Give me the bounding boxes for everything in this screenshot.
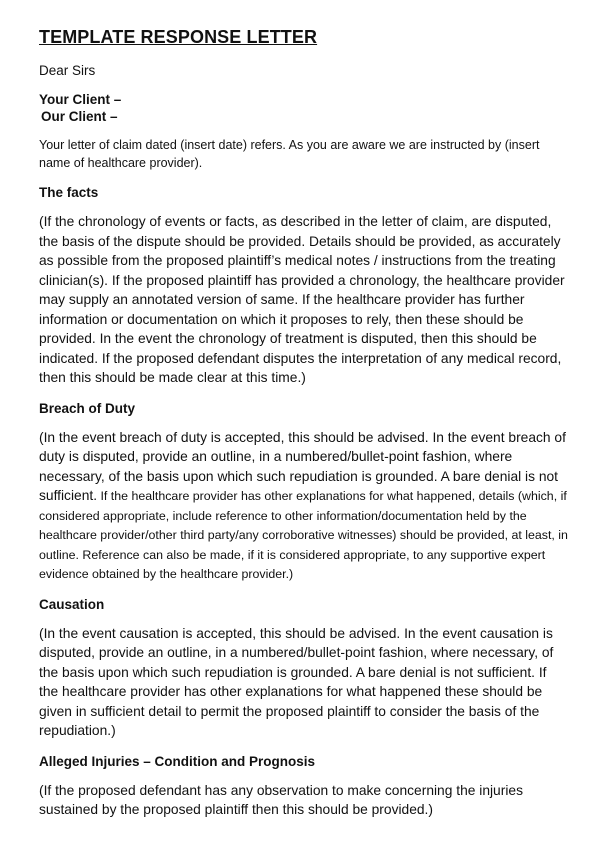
section-heading-causation: Causation <box>39 596 105 612</box>
client-block <box>39 91 569 125</box>
section-body-breach-small: If the healthcare provider has other explanations for what happened, details (which, if considered appropriate, include reference to other information/documentation held by the healthcare provider/other third party/any corroborative witnesses) should be provided, at least, in outline. Reference can also be made, if it is considered appropriate, to any supportive expert evidence obtained by the healthcare provider.) <box>39 489 568 581</box>
section-heading-facts: The facts <box>39 185 99 200</box>
intro-paragraph: Your letter of claim dated (insert date) refers. As you are aware we are instructed by (insert name of healthcare provider). <box>39 138 540 170</box>
our-client-line: Our Client – <box>41 109 118 124</box>
your-client-line: Your Client – <box>39 92 122 107</box>
section-heading-breach: Breach of Duty <box>39 400 136 416</box>
section-body-facts: (If the chronology of events or facts, as described in the letter of claim, are disputed, the basis of the dispute should be provided. Details should be provided, as accurately as possible from the proposed plaintiff’s medical notes / instructions from the treating clinician(s). If the proposed plaintiff has provided a chronology, the healthcare provider may supply an annotated version of same. If the healthcare provider has further information or documentation on which it proposes to rely, then these should be provided. In the event the chronology of treatment is disputed, then this should be indicated. If the proposed defendant disputes the interpretation of any medical record, then this should be made clear at this time.) <box>39 214 565 385</box>
section-body-breach <box>39 428 569 584</box>
section-body-breach-main: (In the event breach of duty is accepted, this should be advised. In the event breach of duty is disputed, provide an outline, in a numbered/bullet-point fashion, where necessary, of the basis upon which such repudiation is grounded. A bare denial is not sufficient. <box>39 429 566 503</box>
salutation: Dear Sirs <box>39 63 96 78</box>
section-heading-injuries: Alleged Injuries – Condition and Prognosis <box>39 753 316 769</box>
page-title: TEMPLATE RESPONSE LETTER <box>39 27 318 47</box>
letter-page <box>39 26 569 820</box>
section-body-causation: (In the event causation is accepted, this should be advised. In the event causation is disputed, provide an outline, in a numbered/bullet-point fashion, where necessary, of the basis upon which such repudiation is grounded. A bare denial is not sufficient. If the healthcare provider has other explanations for what happened these should be given in sufficient detail to permit the proposed plaintiff to consider the basis of the repudiation.) <box>39 625 554 738</box>
section-body-injuries: (If the proposed defendant has any observation to make concerning the injuries sustained by the proposed plaintiff then this should be provided.) <box>39 782 523 817</box>
